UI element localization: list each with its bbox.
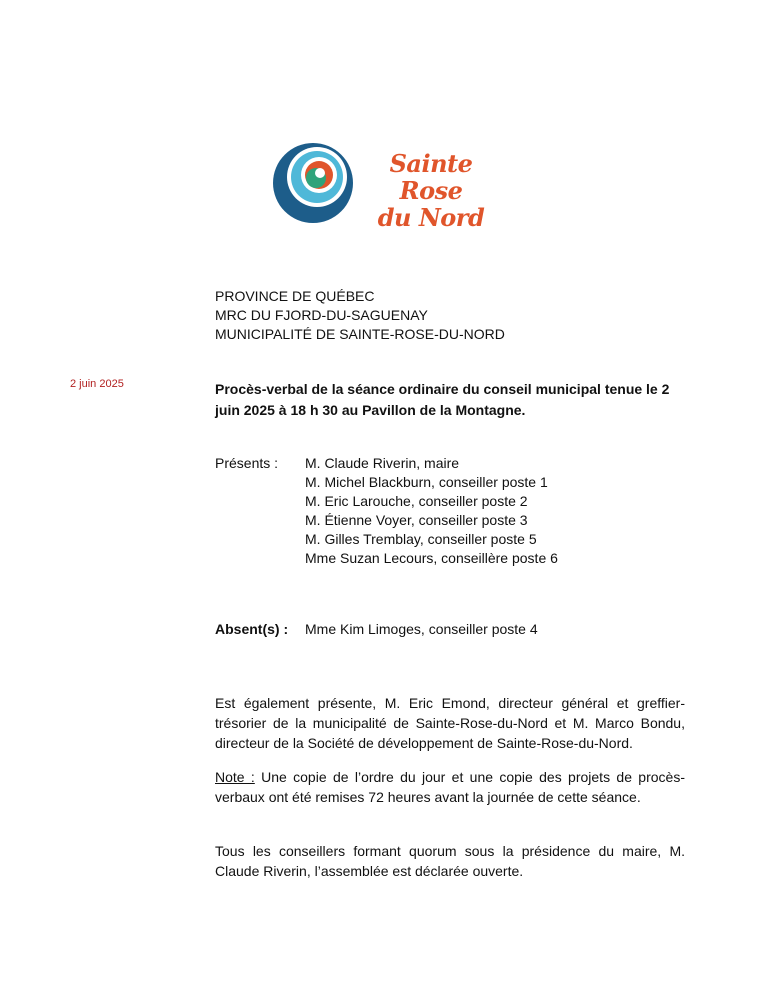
absent-label: Absent(s) : xyxy=(215,621,289,637)
present-member: M. Eric Larouche, conseiller poste 2 xyxy=(305,493,528,509)
municipality-logo xyxy=(256,122,518,240)
logo-text-line1: Sainte Rose xyxy=(389,149,473,205)
also-present-paragraph: Est également présente, M. Eric Emond, directeur général et greffier-trésorier de la municipalité de Sainte-Rose-du-Nord et M. Marco Bondu, directeur de la Société de développement de Sainte-Rose-du-Nord. xyxy=(215,695,685,751)
note-paragraph xyxy=(215,767,685,807)
present-member: M. Étienne Voyer, conseiller poste 3 xyxy=(305,512,528,528)
absent-member: Mme Kim Limoges, conseiller poste 4 xyxy=(305,621,538,637)
presents-label: Présents : xyxy=(215,455,279,471)
minutes-title: Procès-verbal de la séance ordinaire du conseil municipal tenue le 2 juin 2025 à 18 h 30 au Pavillon de la Montagne. xyxy=(215,381,670,418)
margin-date: 2 juin 2025 xyxy=(70,378,124,390)
logo-wordmark xyxy=(356,150,506,231)
present-member: M. Claude Riverin, maire xyxy=(305,455,460,471)
header-province: PROVINCE DE QUÉBEC xyxy=(215,288,375,304)
note-text: Une copie de l’ordre du jour et une copie des projets de procès-verbaux ont été remises 72 heures avant la journée de cette séance. xyxy=(215,769,685,805)
logo-text-line2: du Nord xyxy=(377,203,485,232)
logo-emblem-icon xyxy=(272,142,354,224)
header-mrc: MRC DU FJORD-DU-SAGUENAY xyxy=(215,307,428,323)
document-header xyxy=(215,287,505,344)
header-municipality: MUNICIPALITÉ DE SAINTE-ROSE-DU-NORD xyxy=(215,326,505,342)
note-label: Note : xyxy=(215,769,255,785)
quorum-paragraph: Tous les conseillers formant quorum sous la présidence du maire, M. Claude Riverin, l’assemblée est déclarée ouverte. xyxy=(215,843,685,879)
present-member: Mme Suzan Lecours, conseillère poste 6 xyxy=(305,550,558,566)
present-member: M. Michel Blackburn, conseiller poste 1 xyxy=(305,474,548,490)
presents-list xyxy=(305,454,558,568)
present-member: M. Gilles Tremblay, conseiller poste 5 xyxy=(305,531,537,547)
